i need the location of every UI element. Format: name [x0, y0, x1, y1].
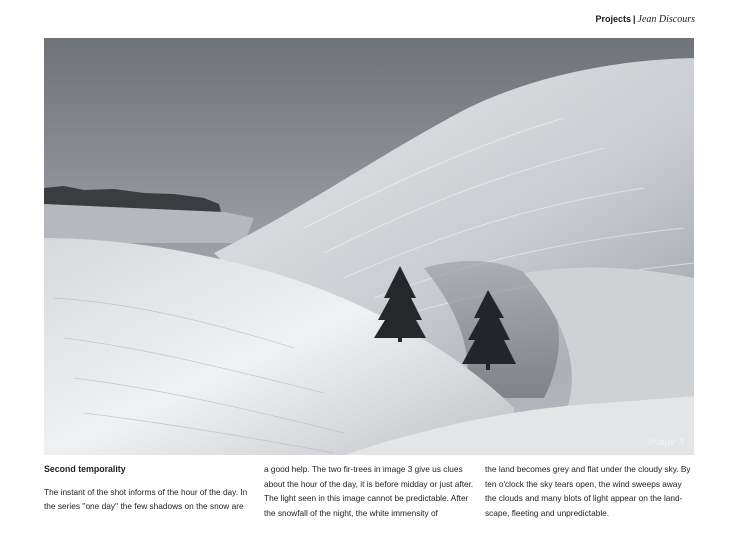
snow-landscape-illustration [44, 38, 694, 455]
subheading: Second temporality [44, 464, 126, 474]
landscape-photo [44, 38, 694, 455]
section-title: Projects [595, 14, 631, 24]
header-separator: | [632, 14, 636, 24]
text-column-2 [264, 462, 474, 520]
text-column-1 [44, 462, 254, 514]
page-header [595, 13, 695, 26]
paragraph-col1: The instant of the shot informs of the hour of the day. In the series ''one day'' the few shadows on the snow are [44, 486, 248, 512]
text-column-3 [485, 462, 695, 520]
paragraph-col2: a good help. The two fir-trees in image 3 give us clues about the hour of the day, it is before midday or just after. The light seen in this image cannot be predictable. After the snowfall of the night, the white immensity of [264, 464, 474, 518]
image-caption: Image 3 [647, 437, 684, 448]
author-name: Jean Discours [637, 14, 695, 25]
paragraph-col3: the land becomes grey and flat under the cloudy sky. By ten o'clock the sky tears open, the wind sweeps away the clouds and many blots of light appear on the land-scape, fleeting and unpredictable. [485, 464, 691, 518]
